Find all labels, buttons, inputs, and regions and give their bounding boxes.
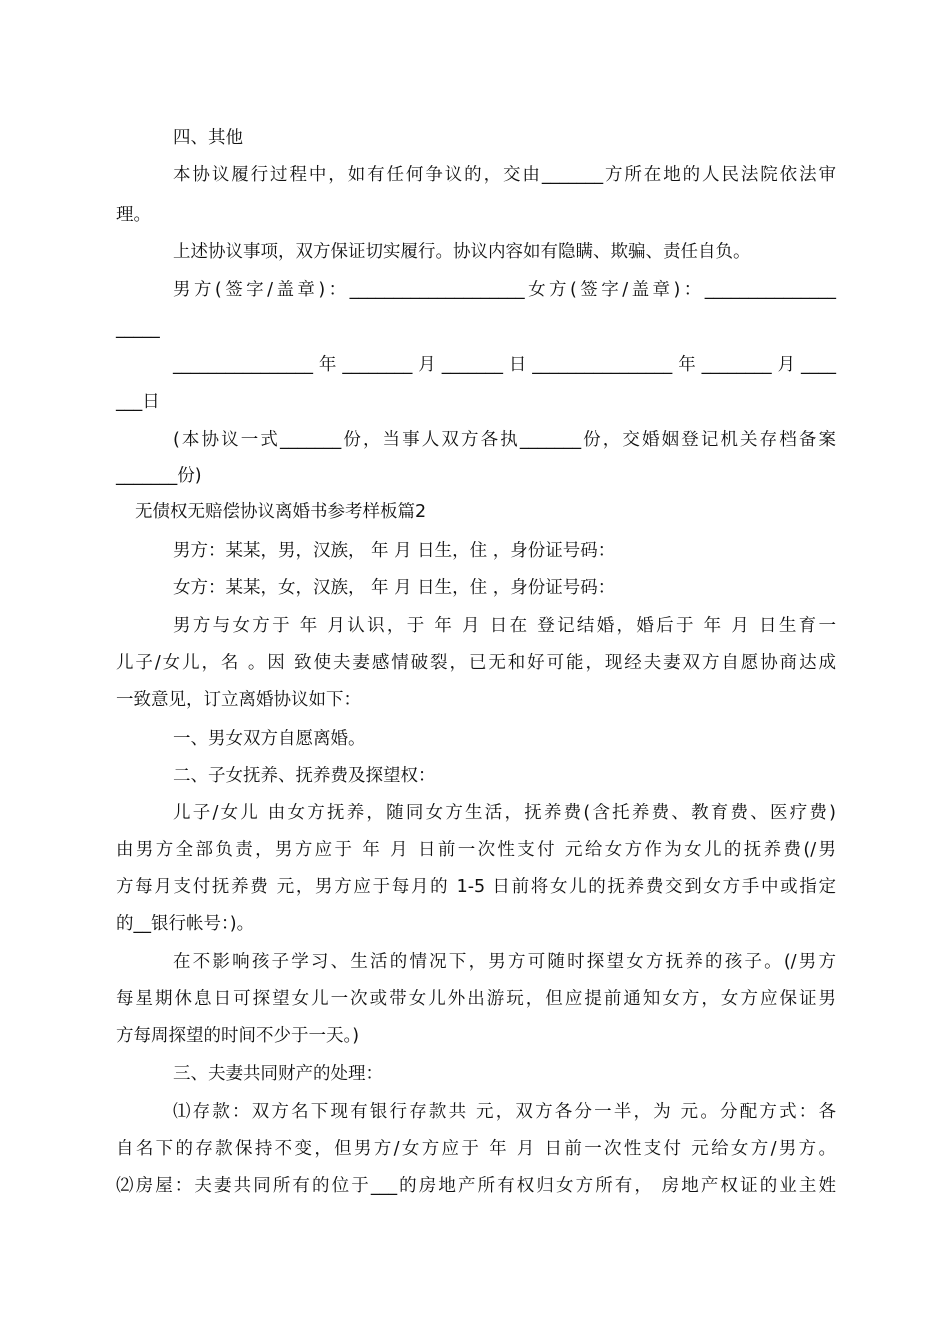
deposit-line1: ⑴存款：双方名下现有银行存款共 元，双方各分一半，为 元。分配方式：各 bbox=[173, 1102, 836, 1122]
visitation-line2: 每星期休息日可探望女儿一次或带女儿外出游玩，但应提前通知女方，女方应保证男 bbox=[116, 989, 836, 1009]
date-line1: ________________年________月_______日________________年________月____ bbox=[173, 355, 836, 375]
dispute-clause-line1: 本协议履行过程中，如有任何争议的，交由_______方所在地的人民法院依法审 bbox=[173, 165, 836, 185]
article-title: 无债权无赔偿协议离婚书参考样板篇2 bbox=[135, 502, 427, 522]
guarantee-clause: 上述协议事项，双方保证切实履行。协议内容如有隐瞒、欺骗、责任自负。 bbox=[173, 242, 751, 262]
section-heading-other: 四、其他 bbox=[173, 128, 243, 148]
intro-line3: 一致意见，订立离婚协议如下： bbox=[116, 690, 361, 710]
dispute-clause-line2: 理。 bbox=[116, 205, 151, 225]
party-man: 男方：某某，男，汉族， 年 月 日生，住 ，身份证号码： bbox=[173, 541, 616, 561]
item-divorce: 一、男女双方自愿离婚。 bbox=[173, 729, 366, 749]
copies-line1: (本协议一式_______份，当事人双方各执_______份，交婚姻登记机关存档备案 bbox=[173, 430, 836, 450]
visitation-line3: 方每周探望的时间不少于一天。) bbox=[116, 1026, 360, 1046]
custody-line4: 的__银行帐号：)。 bbox=[116, 914, 255, 934]
signature-line1: 男方(签字/盖章)：____________________女方(签字/盖章)：_______________ bbox=[173, 280, 836, 300]
item-custody-heading: 二、子女抚养、抚养费及探望权： bbox=[173, 766, 436, 786]
copies-line2: _______份) bbox=[116, 466, 202, 486]
custody-line1: 儿子/女儿 由女方抚养，随同女方生活，抚养费(含托养费、教育费、医疗费) bbox=[173, 803, 836, 823]
custody-line2: 由男方全部负责，男方应于 年 月 日前一次性支付 元给女方作为女儿的抚养费(/男 bbox=[116, 840, 836, 860]
signature-line2: _____ bbox=[116, 319, 160, 339]
visitation-line1: 在不影响孩子学习、生活的情况下，男方可随时探望女方抚养的孩子。(/男方 bbox=[173, 952, 836, 972]
custody-line3: 方每月支付抚养费 元，男方应于每月的 1-5 日前将女儿的抚养费交到女方手中或指定 bbox=[116, 877, 836, 897]
intro-line2: 儿子/女儿，名 。因 致使夫妻感情破裂，已无和好可能，现经夫妻双方自愿协商达成 bbox=[116, 653, 836, 673]
deposit-line2: 自名下的存款保持不变，但男方/女方应于 年 月 日前一次性支付 元给女方/男方。 bbox=[116, 1139, 836, 1159]
intro-line1: 男方与女方于 年 月认识，于 年 月 日在 登记结婚，婚后于 年 月 日生育一 bbox=[173, 616, 836, 636]
item-property-heading: 三、夫妻共同财产的处理： bbox=[173, 1064, 383, 1084]
party-woman: 女方：某某，女，汉族， 年 月 日生，住 ，身份证号码： bbox=[173, 578, 616, 598]
date-line2: ___日 bbox=[116, 392, 160, 412]
house-line1: ⑵房屋：夫妻共同所有的位于___的房地产所有权归女方所有， 房地产权证的业主姓 bbox=[116, 1176, 836, 1196]
